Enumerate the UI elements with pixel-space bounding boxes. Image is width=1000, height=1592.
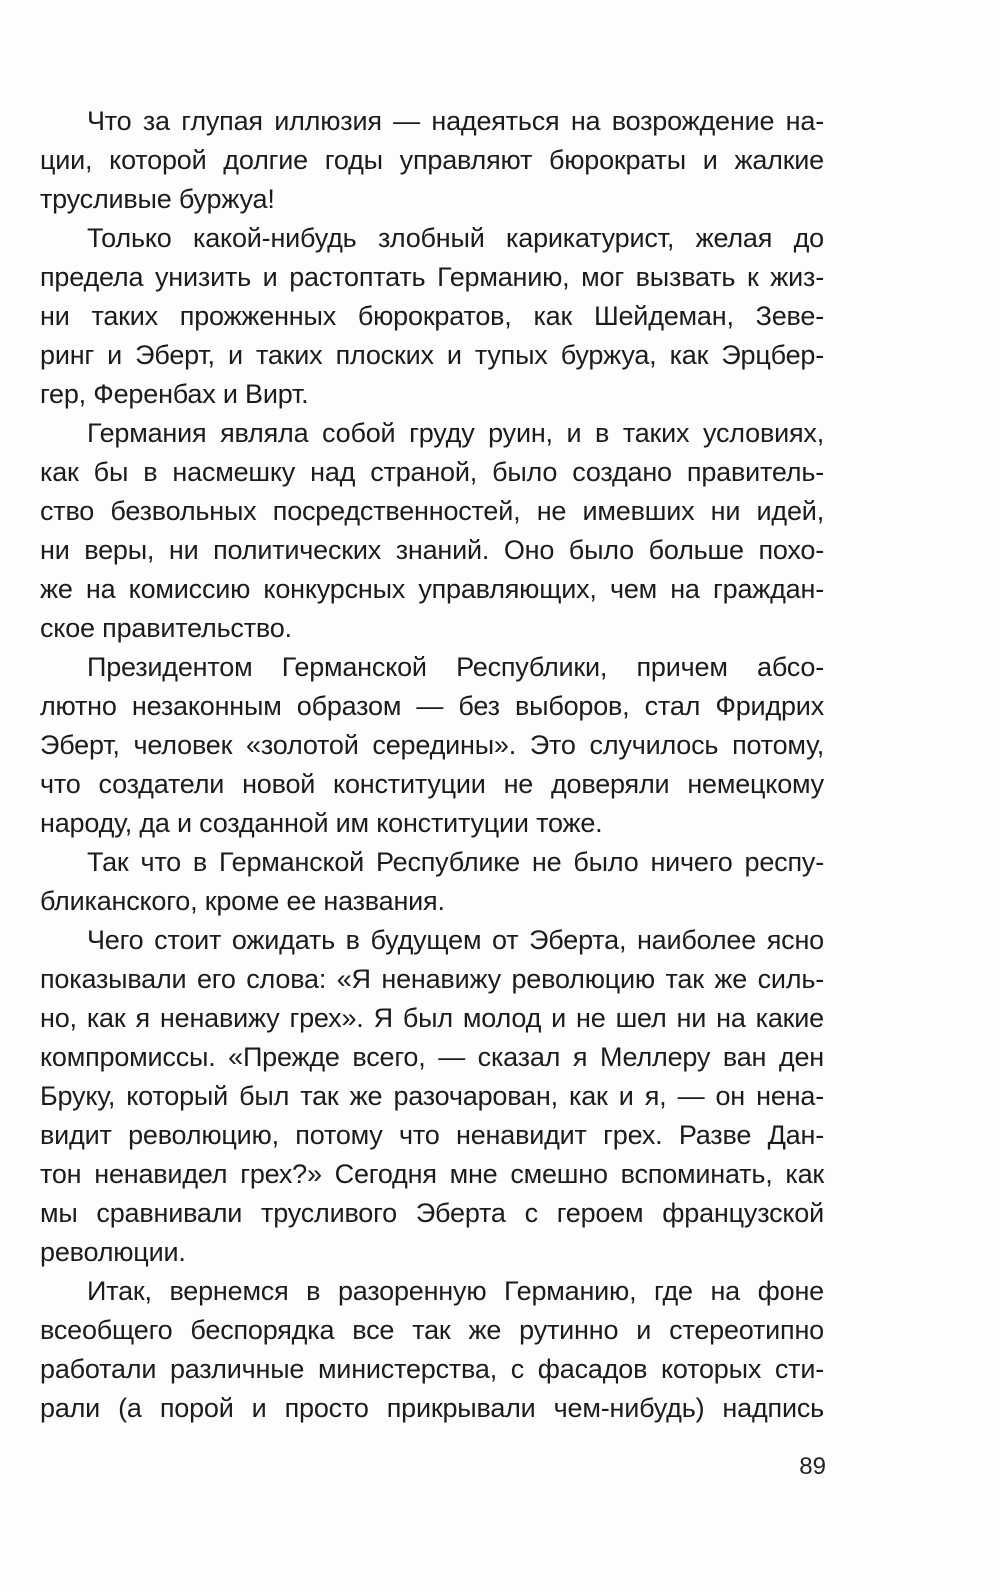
body-text xyxy=(40,102,824,1428)
text-line: предела унизить и растоптать Германию, мог вызвать к жиз- xyxy=(40,262,824,292)
paragraph xyxy=(40,843,824,921)
text-line: ство безвольных посредственностей, не имевших ни идей, xyxy=(40,496,824,526)
text-line: Чего стоит ожидать в будущем от Эберта, наиболее ясно xyxy=(87,925,824,955)
text-line: ни таких прожженных бюрократов, как Шейдеман, Зеве- xyxy=(40,301,824,331)
text-line: всеобщего беспорядка все так же рутинно и стереотипно xyxy=(40,1315,824,1345)
text-line: трусливые буржуа! xyxy=(40,184,275,214)
paragraph xyxy=(40,1272,824,1428)
text-line: ни веры, ни политических знаний. Оно было больше похо- xyxy=(40,535,824,565)
text-line: лютно незаконным образом — без выборов, стал Фридрих xyxy=(40,691,824,721)
text-line: что создатели новой конституции не доверяли немецкому xyxy=(40,769,824,799)
paragraph xyxy=(40,219,824,414)
page-number: 89 xyxy=(799,1453,826,1480)
text-line: мы сравнивали трусливого Эберта с героем французской xyxy=(40,1198,824,1228)
text-line: же на комиссию конкурсных управляющих, чем на граждан- xyxy=(40,574,824,604)
text-line: Президентом Германской Республики, причем абсо- xyxy=(87,652,824,682)
text-line: ское правительство. xyxy=(40,613,292,643)
text-line: тон ненавидел грех?» Сегодня мне смешно вспоминать, как xyxy=(40,1159,824,1189)
text-line: показывали его слова: «Я ненавижу революцию так же силь- xyxy=(40,964,824,994)
text-line: рали (а порой и просто прикрывали чем-нибудь) надпись xyxy=(40,1393,824,1423)
paragraph xyxy=(40,414,824,648)
text-line: Итак, вернемся в разоренную Германию, где на фоне xyxy=(87,1276,824,1306)
text-line: Что за глупая иллюзия — надеяться на возрождение на- xyxy=(87,106,824,136)
text-line: но, как я ненавижу грех». Я был молод и не шел ни на какие xyxy=(40,1003,824,1033)
text-line: революции. xyxy=(40,1237,186,1267)
text-line: гер, Ференбах и Вирт. xyxy=(40,379,309,409)
text-line: ции, которой долгие годы управляют бюрократы и жалкие xyxy=(40,145,824,175)
text-line: бликанского, кроме ее названия. xyxy=(40,886,445,916)
text-line: компромиссы. «Прежде всего, — сказал я Меллеру ван ден xyxy=(40,1042,824,1072)
text-line: ринг и Эберт, и таких плоских и тупых буржуа, как Эрцбер- xyxy=(40,340,824,370)
text-line: Германия являла собой груду руин, и в таких условиях, xyxy=(87,418,824,448)
text-line: Только какой-нибудь злобный карикатурист, желая до xyxy=(87,223,824,253)
text-line: народу, да и созданной им конституции тоже. xyxy=(40,808,603,838)
text-line: Бруку, который был так же разочарован, как и я, — он нена- xyxy=(40,1081,824,1111)
text-line: работали различные министерства, с фасадов которых сти- xyxy=(40,1354,824,1384)
text-line: видит революцию, потому что ненавидит грех. Разве Дан- xyxy=(40,1120,824,1150)
paragraph xyxy=(40,648,824,843)
text-line: Эберт, человек «золотой середины». Это случилось потому, xyxy=(40,730,824,760)
paragraph xyxy=(40,102,824,219)
text-line: как бы в насмешку над страной, было создано правитель- xyxy=(40,457,824,487)
text-line: Так что в Германской Республике не было ничего респу- xyxy=(87,847,824,877)
paragraph xyxy=(40,921,824,1272)
